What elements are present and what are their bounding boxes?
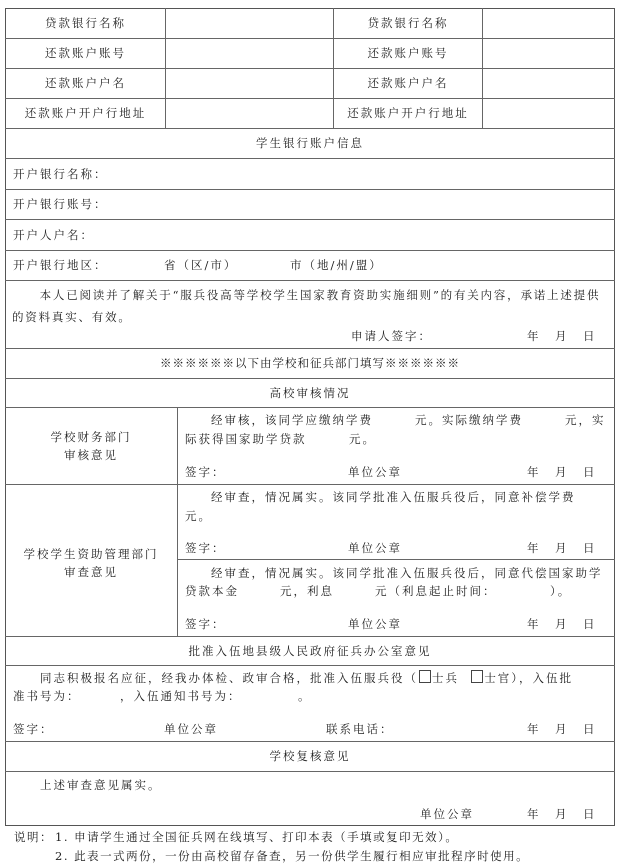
row-divider (5, 158, 615, 159)
recruit-phone-label: 联系电话： (326, 722, 394, 736)
aid-loan-text: 贷款本金 (185, 584, 239, 598)
recruit-office-title: 批准入伍地县级人民政府征兵办公室意见 (188, 644, 432, 658)
loan-bank-name-label-2: 贷款银行名称 (367, 16, 449, 30)
row-divider (5, 348, 615, 349)
account-no-label: 开户银行账号： (13, 197, 108, 211)
account-holder-label: 开户人户名： (13, 228, 94, 242)
row-divider (5, 280, 615, 281)
officer-option-label: 士官），入伍批 (484, 671, 574, 685)
repay-bank-address-label-2: 还款账户开户行地址 (347, 106, 469, 120)
row-divider (5, 250, 615, 251)
date-month: 月 (555, 722, 569, 736)
note-item-1: 1. 申请学生通过全国征兵网在线填写、打印本表（手填或复印无效）。 (55, 830, 459, 844)
row-divider (5, 38, 615, 39)
aid-loan-text: 元，利息 (280, 584, 334, 598)
applicant-signature-label: 申请人签字： (351, 329, 432, 343)
date-month: 月 (555, 329, 569, 343)
date-year: 年 (527, 465, 541, 479)
soldier-option-label: 士兵 (432, 671, 459, 685)
notes-label: 说明： (14, 830, 53, 844)
recruit-seal-label: 单位公章 (164, 722, 218, 736)
date-year: 年 (527, 807, 541, 821)
date-month: 月 (555, 617, 569, 631)
aid-tuition-text: 元。 (185, 509, 212, 523)
row-divider (5, 771, 615, 772)
recheck-text: 上述审查意见属实。 (40, 778, 162, 792)
date-day: 日 (583, 807, 597, 821)
officer-checkbox[interactable] (471, 670, 483, 683)
row-divider (177, 559, 615, 560)
recruit-text-part: 同志积极报名应征，经我办体检、政审合格，批准入伍服兵役（ (40, 671, 418, 685)
province-label: 省（区/市） (164, 258, 238, 272)
school-fill-divider: ※※※※※※以下由学校和征兵部门填写※※※※※※ (160, 356, 460, 370)
finance-text: 元。实际缴纳学费 (415, 413, 523, 427)
finance-text: 经审核，该同学应缴纳学费 (211, 413, 373, 427)
row-divider (5, 378, 615, 379)
aid-loan-text: 经审查，情况属实。该同学批准入伍服兵役后，同意代偿国家助学 (211, 566, 603, 580)
date-day: 日 (583, 465, 597, 479)
finance-text: 际获得国家助学贷款 (185, 432, 307, 446)
aid-loan-text: 元（利息起止时间： (375, 584, 497, 598)
date-day: 日 (583, 329, 597, 343)
student-bank-section-title: 学生银行账户信息 (256, 136, 364, 150)
repay-account-name-label-2: 还款账户户名 (367, 76, 449, 90)
finance-text: 元。 (349, 432, 376, 446)
row-divider (5, 665, 615, 666)
date-month: 月 (555, 807, 569, 821)
row-divider (5, 484, 615, 485)
approval-no-label: 准书号为： (13, 689, 81, 703)
recruit-sign-label: 签字： (13, 722, 54, 736)
bank-name-label: 开户银行名称： (13, 167, 108, 181)
date-month: 月 (555, 465, 569, 479)
aid-dept-label-2: 审查意见 (64, 565, 118, 579)
recruit-office-text (40, 670, 573, 685)
row-divider (5, 128, 615, 129)
finance-seal-label: 单位公章 (348, 465, 402, 479)
date-day: 日 (583, 617, 597, 631)
finance-sign-label: 签字： (185, 465, 226, 479)
date-year: 年 (527, 617, 541, 631)
date-month: 月 (555, 541, 569, 555)
aid-loan-text: ）。 (550, 584, 572, 598)
note-item-2: 2. 此表一式两份，一份由高校留存备查，另一份供学生履行相应审批程序时使用。 (55, 849, 530, 863)
date-year: 年 (527, 541, 541, 555)
row-divider (5, 68, 615, 69)
row-divider (5, 741, 615, 742)
aid-seal-label-2: 单位公章 (348, 617, 402, 631)
recheck-seal-label: 单位公章 (420, 807, 474, 821)
repay-account-no-label-2: 还款账户账号 (367, 46, 449, 60)
row-divider (5, 219, 615, 220)
date-year: 年 (527, 722, 541, 736)
city-label: 市（地/州/盟） (290, 258, 383, 272)
aid-sign-label-2: 签字： (185, 617, 226, 631)
column-divider (482, 8, 483, 128)
aid-dept-label: 学校学生资助管理部门 (23, 547, 159, 561)
notice-no-label: ，入伍通知书号为： (120, 689, 242, 703)
row-divider (5, 98, 615, 99)
aid-seal-label: 单位公章 (348, 541, 402, 555)
date-day: 日 (583, 722, 597, 736)
date-year: 年 (527, 329, 541, 343)
row-divider (5, 636, 615, 637)
repay-bank-address-label: 还款账户开户行地址 (24, 106, 147, 120)
school-review-title: 高校审核情况 (269, 386, 351, 400)
repay-account-no-label: 还款账户账号 (45, 46, 126, 60)
finance-text: 元，实 (565, 413, 606, 427)
aid-tuition-text: 经审查，情况属实。该同学批准入伍服兵役后，同意补偿学费 (211, 490, 576, 504)
recheck-title: 学校复核意见 (269, 749, 351, 763)
row-divider (5, 189, 615, 190)
column-divider (177, 407, 178, 636)
finance-dept-label-2: 审核意见 (64, 448, 118, 462)
aid-sign-label: 签字： (185, 541, 226, 555)
column-divider (165, 8, 166, 128)
date-day: 日 (583, 541, 597, 555)
loan-bank-name-label: 贷款银行名称 (45, 16, 126, 30)
finance-dept-label: 学校财务部门 (50, 430, 132, 444)
soldier-checkbox[interactable] (419, 670, 431, 683)
region-label: 开户银行地区： (13, 258, 108, 272)
repay-account-name-label: 还款账户户名 (45, 76, 126, 90)
declaration-text: 本人已阅读并了解关于“服兵役高等学校学生国家教育资助实施细则”的有关内容，承诺上述提供的资料真实、有效。 (12, 288, 601, 324)
row-divider (5, 407, 615, 408)
notice-no-end: 。 (298, 689, 312, 703)
